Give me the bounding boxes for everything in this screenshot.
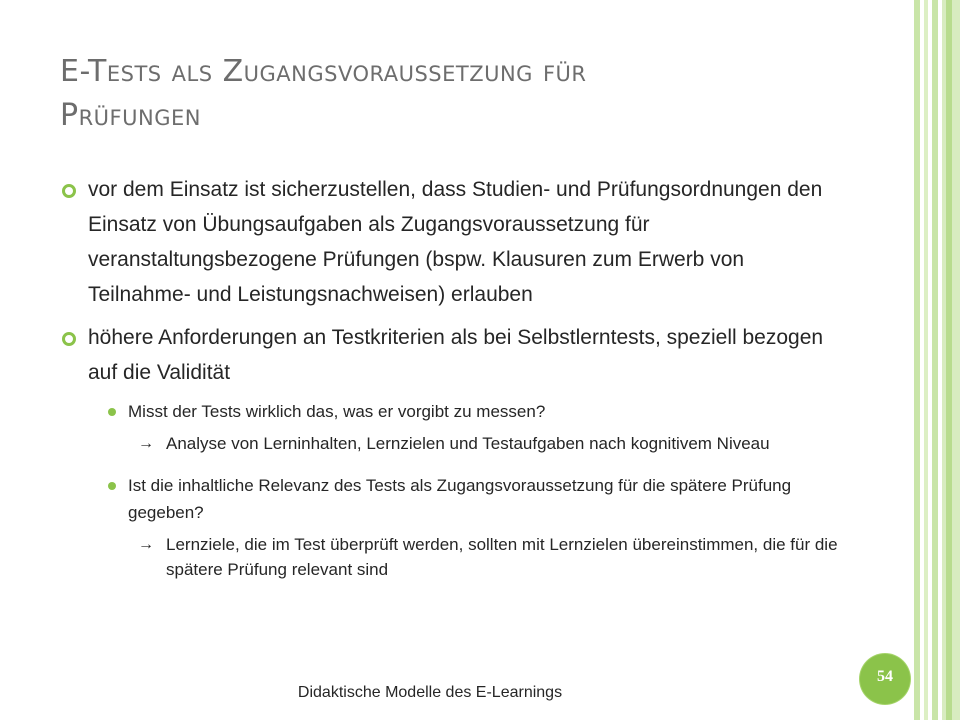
sub-bullet-item bbox=[108, 472, 840, 526]
right-arrow-icon: → bbox=[138, 536, 154, 553]
arrow-item-text: Analyse von Lerninhalten, Lernzielen und Testaufgaben nach kognitivem Niveau bbox=[166, 434, 770, 453]
ring-bullet-icon bbox=[62, 332, 76, 346]
sub-bullet-item bbox=[108, 398, 840, 425]
decorative-side-stripes bbox=[914, 0, 960, 720]
bullet-text: höhere Anforderungen an Testkriterien als bei Selbstlerntests, speziell bezogen auf die Validität bbox=[88, 326, 824, 384]
stripe bbox=[946, 0, 952, 720]
bullet-item bbox=[60, 172, 840, 312]
slide-footer: Didaktische Modelle des E-Learnings bbox=[297, 684, 563, 701]
arrow-item bbox=[138, 431, 840, 456]
sub-bullet-text: Misst der Tests wirklich das, was er vorgibt zu messen? bbox=[128, 402, 546, 421]
stripe bbox=[924, 0, 928, 720]
stripe bbox=[932, 0, 938, 720]
right-arrow-icon: → bbox=[138, 435, 154, 452]
dot-bullet-icon bbox=[108, 482, 116, 490]
slide-title-line-1: E-Tests als Zugangsvoraussetzung für bbox=[60, 54, 587, 89]
dot-bullet-icon bbox=[108, 408, 116, 416]
arrow-item-text: Lernziele, die im Test überprüft werden, sollten mit Lernzielen übereinstimmen, die für die spätere Prüfung relevant sind bbox=[166, 535, 838, 579]
ring-bullet-icon bbox=[62, 184, 76, 198]
bullet-text: vor dem Einsatz ist sicherzustellen, dass Studien- und Prüfungsordnungen den Einsatz von Übungsaufgaben als Zugangsvoraussetzung für veranstaltungsbezogene Prüfungen (bspw. Klausuren zum Erwerb von Teilnahme- und Leistungsnachweisen) erlauben bbox=[88, 178, 823, 306]
bullet-item bbox=[60, 320, 840, 390]
arrow-item bbox=[138, 532, 840, 582]
sub-bullet-text: Ist die inhaltliche Relevanz des Tests als Zugangsvoraussetzung für die spätere Prüfung gegeben? bbox=[128, 476, 792, 522]
slide-title-line-2: Prüfungen bbox=[60, 98, 201, 133]
slide-body bbox=[60, 172, 840, 598]
stripe bbox=[914, 0, 920, 720]
page-number-badge: 54 bbox=[860, 654, 910, 704]
slide-title bbox=[60, 50, 880, 138]
